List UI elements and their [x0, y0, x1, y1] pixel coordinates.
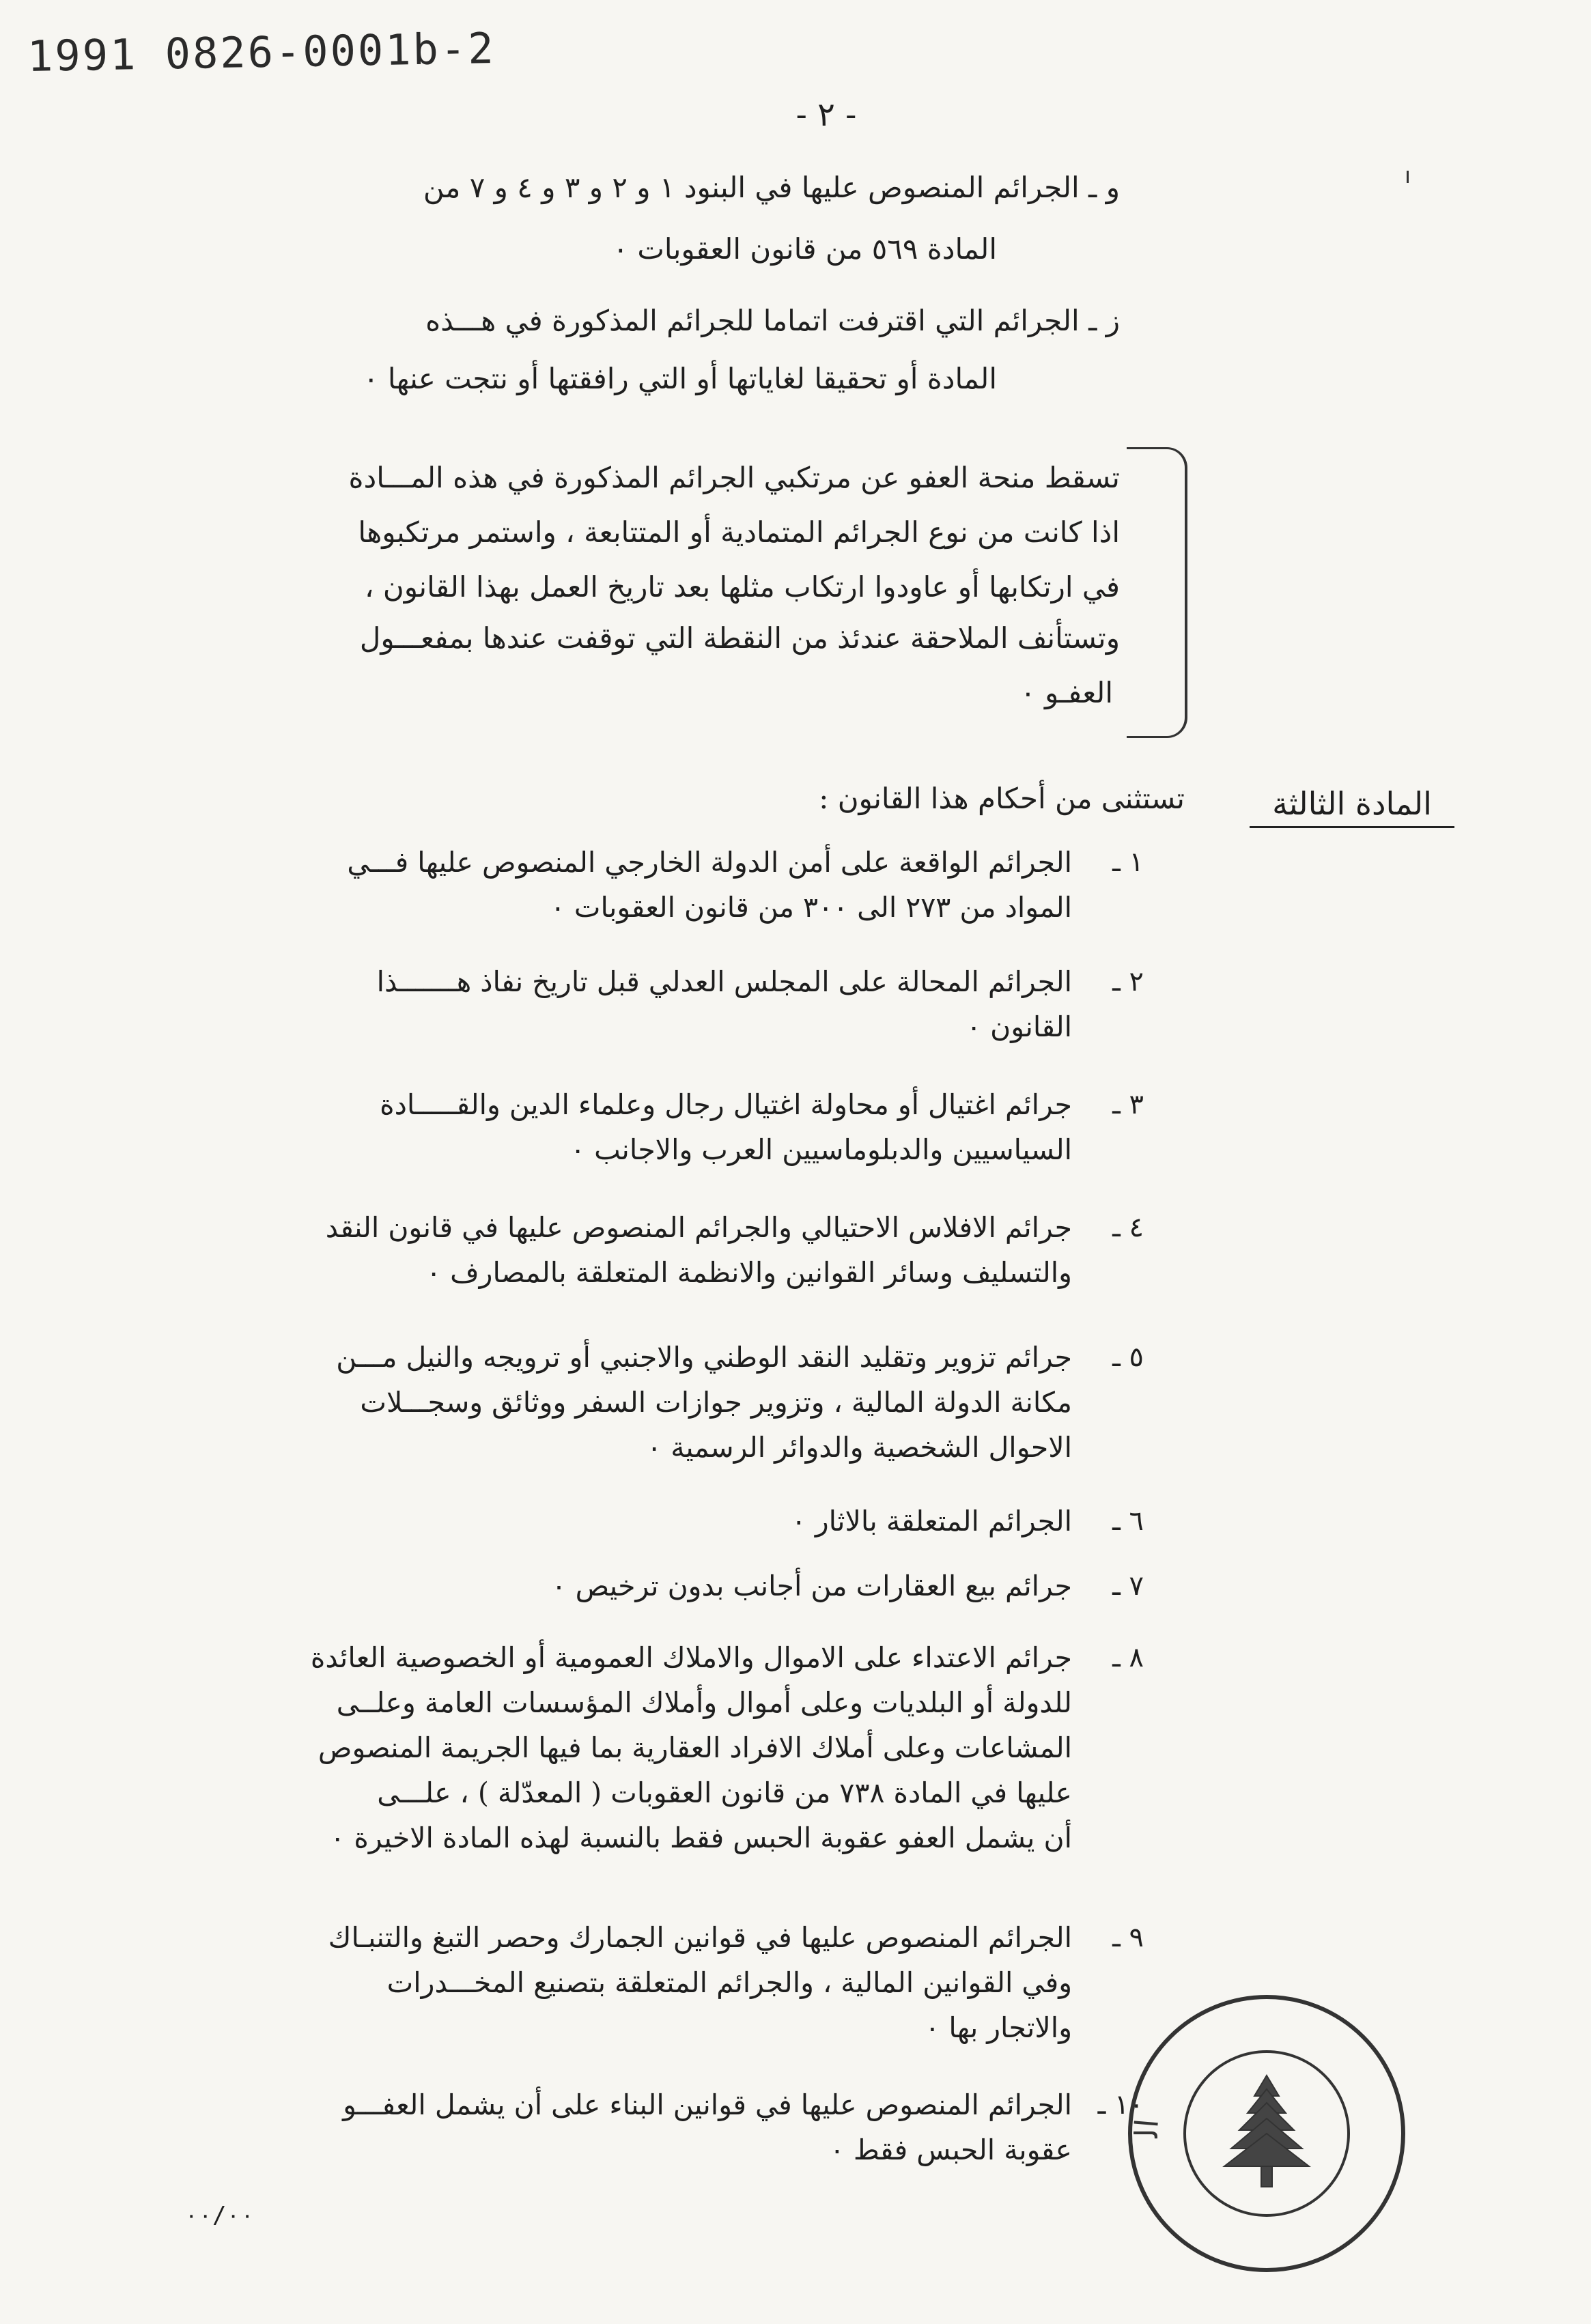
item-line: الجرائم المتعلقة بالاثار ٠ [791, 1505, 1072, 1537]
item-line: وفي القوانين المالية ، والجرائم المتعلقة بتصنيع المخـــدرات [386, 1966, 1072, 1999]
continuation-mark: ٠٠/٠٠ [184, 2202, 255, 2229]
item-number: ٩ ـ [1112, 1922, 1144, 1953]
item-number: ٤ ـ [1112, 1212, 1144, 1243]
bracket-line-5: العفـو ٠ [1020, 676, 1113, 709]
bracket-line-1: تسقط منحة العفو عن مرتكبي الجرائم المذكورة في هذه المـــادة [348, 461, 1120, 494]
list-item [119, 1335, 1144, 1471]
item-line: مكانة الدولة المالية ، وتزوير جوازات السفر ووثائق وسجـــلات [360, 1386, 1072, 1419]
item-number: ٥ ـ [1112, 1342, 1144, 1373]
clause-waw-line-1: و ـ الجرائم المنصوص عليها في البنود ١ و ٢ و ٣ و ٤ و ٧ من [423, 171, 1120, 204]
margin-mark [1407, 171, 1409, 183]
list-item [106, 1915, 1144, 2052]
item-line: عليها في المادة ٧٣٨ من قانون العقوبات ( المعدّلة ) ، علـــى [377, 1776, 1072, 1809]
item-line: جرائم بيع العقارات من أجانب بدون ترخيص ٠ [551, 1570, 1072, 1602]
clause-zay-line-2: المادة أو تحقيقا لغاياتها أو التي رافقتها أو نتجت عنها ٠ [363, 362, 997, 395]
item-line: أن يشمل العفو عقوبة الحبس فقط بالنسبة لهذه المادة الاخيرة ٠ [330, 1822, 1072, 1854]
item-number: ١ ـ [1112, 847, 1144, 878]
item-line: الجرائم المنصوص عليها في قوانين البناء على أن يشمل العفـــو [343, 2088, 1072, 2121]
item-line: القانون ٠ [966, 1010, 1072, 1043]
bracket-line-4: وتستأنف الملاحقة عندئذ من النقطة التي توقفت عندها بمفعـــول [359, 621, 1120, 655]
item-line: الجرائم المحالة على المجلس العدلي قبل تاريخ نفاذ هـــــــذا [376, 965, 1072, 998]
item-line: الاحوال الشخصية والدوائر الرسمية ٠ [647, 1431, 1072, 1464]
seal-text: ال [1127, 2117, 1166, 2138]
bracket-line-2: اذا كانت من نوع الجرائم المتمادية أو المتتابعة ، واستمر مرتكبوها [358, 515, 1120, 549]
article-three-intro: تستثنى من أحكام هذا القانون : [819, 782, 1185, 815]
item-line: جرائم الافلاس الاحتيالي والجرائم المنصوص عليها في قانون النقد [325, 1211, 1072, 1244]
list-item [106, 2082, 1144, 2178]
item-line: جرائم اغتيال أو محاولة اغتيال رجال وعلماء الدين والقـــــادة [380, 1088, 1072, 1121]
item-line: المواد من ٢٧٣ الى ٣٠٠ من قانون العقوبات ٠ [550, 891, 1072, 924]
item-number: ٣ ـ [1112, 1089, 1144, 1120]
item-number: ٧ ـ [1112, 1570, 1144, 1602]
item-line: والتسليف وسائر القوانين والانظمة المتعلقة بالمصارف ٠ [426, 1256, 1072, 1289]
item-line: الجرائم الواقعة على أمن الدولة الخارجي المنصوص عليها فـــي [347, 846, 1072, 879]
official-seal [1123, 1990, 1410, 2277]
clause-zay-line-1: ز ـ الجرائم التي اقترفت اتماما للجرائم المذكورة في هـــذه [425, 304, 1120, 337]
item-line: جرائم الاعتداء على الاموال والاملاك العمومية أو الخصوصية العائدة [310, 1641, 1072, 1674]
page-number: - ٢ - [796, 96, 857, 134]
seal-graphic [1123, 1990, 1410, 2277]
paragraph-bracket [1127, 447, 1187, 738]
item-line: والاتجار بها ٠ [925, 2011, 1072, 2044]
item-line: السياسيين والدبلوماسيين العرب والاجانب ٠ [570, 1133, 1072, 1166]
archive-reference: 1991 0826-0001b-2 [27, 23, 496, 81]
item-line: الجرائم المنصوص عليها في قوانين الجمارك وحصر التبغ والتنبـاك [328, 1921, 1072, 1954]
cedar-icon [1224, 2075, 1309, 2187]
list-item [119, 1082, 1144, 1178]
item-number: ٨ ـ [1112, 1642, 1144, 1673]
bracket-line-3: في ارتكابها أو عاودوا ارتكاب مثلها بعد تاريخ العمل بهذا القانون ، [364, 570, 1120, 604]
item-line: المشاعات وعلى أملاك الافراد العقارية بما فيها الجريمة المنصوص [318, 1731, 1072, 1764]
list-item [119, 959, 1144, 1055]
item-number: ١٠ ـ [1097, 2089, 1144, 2121]
item-number: ٢ ـ [1112, 966, 1144, 997]
item-line: للدولة أو البلديات وعلى أموال وأملاك المؤسسات العامة وعلــى [336, 1686, 1072, 1719]
list-item [119, 1205, 1144, 1301]
item-number: ٦ ـ [1112, 1505, 1144, 1537]
clause-waw-line-2: المادة ٥٦٩ من قانون العقوبات ٠ [613, 232, 997, 266]
item-line: عقوبة الحبس فقط ٠ [829, 2134, 1072, 2166]
list-item [106, 1635, 1144, 1867]
article-three-heading: المادة الثالثة [1250, 785, 1454, 828]
item-line: جرائم تزوير وتقليد النقد الوطني والاجنبي أو ترويجه والنيل مـــن [336, 1341, 1072, 1374]
list-item [119, 1563, 1144, 1611]
list-item [119, 1499, 1144, 1546]
list-item [119, 840, 1144, 935]
